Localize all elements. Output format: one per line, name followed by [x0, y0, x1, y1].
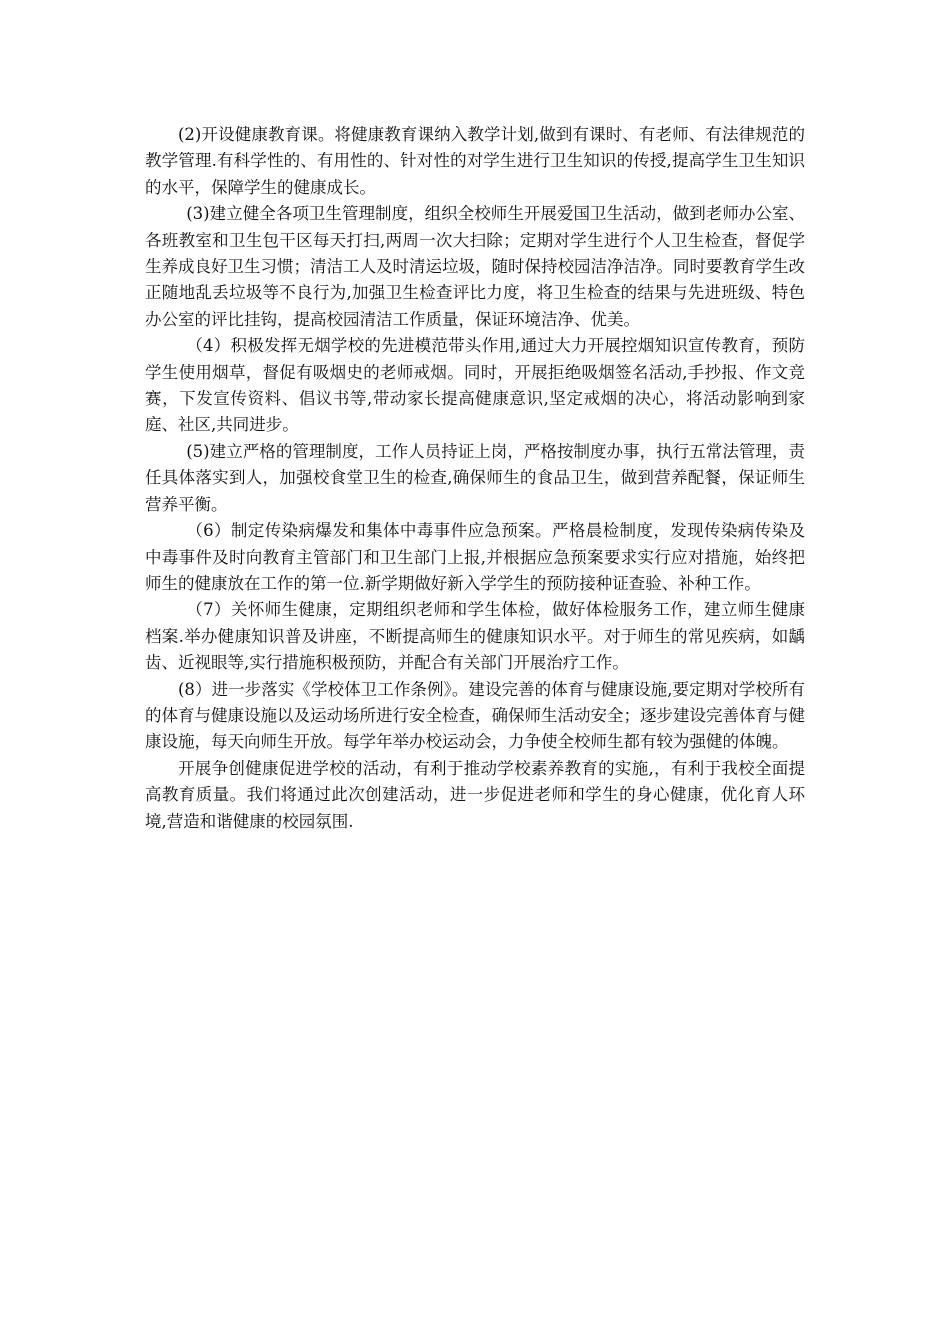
- paragraph-health-checkup: （7）关怀师生健康，定期组织老师和学生体检，做好体检服务工作，建立师生健康档案.举办健康知识普及讲座，不断提高师生的健康知识水平。对于师生的常见疾病，如龋齿、近视眼等,实行措施积极预防，并配合有关部门开展治疗工作。: [145, 600, 805, 673]
- paragraph-smoke-free-school: （4）积极发挥无烟学校的先进模范带头作用,通过大力开展控烟知识宣传教育，预防学生使用烟草，督促有吸烟史的老师戒烟。同时，开展拒绝吸烟签名活动,手抄报、作文竞赛，下发宣传资料、倡议书等,带动家长提高健康意识,坚定戒烟的决心，将活动影响到家庭、社区,共同进步。: [145, 336, 805, 435]
- paragraph-sports-facilities: (8）进一步落实《学校体卫工作条例》。建设完善的体育与健康设施,要定期对学校所有的体育与健康设施以及运动场所进行安全检查，确保师生活动安全；逐步建设完善体育与健康设施，每天向师生开放。每学年举办校运动会，力争使全校师生都有较为强健的体魄。: [145, 679, 805, 752]
- paragraph-canteen-management: (5)建立严格的管理制度，工作人员持证上岗，严格按制度办事，执行五常法管理，责任具体落实到人，加强校食堂卫生的检查,确保师生的食品卫生，做到营养配餐，保证师生营养平衡。: [145, 441, 805, 514]
- document-body: [145, 122, 805, 835]
- paragraph-conclusion: 开展争创健康促进学校的活动，有利于推动学校素养教育的实施,，有利于我校全面提高教育质量。我们将通过此次创建活动，进一步促进老师和学生的身心健康，优化育人环境,营造和谐健康的校园氛围.: [145, 758, 805, 831]
- paragraph-epidemic-plan: （6）制定传染病爆发和集体中毒事件应急预案。严格晨检制度，发现传染病传染及中毒事件及时向教育主管部门和卫生部门上报,并根据应急预案要求实行应对措施，始终把师生的健康放在工作的第一位.新学期做好新入学学生的预防接种证查验、补种工作。: [145, 521, 805, 593]
- paragraph-hygiene-management: (3)建立健全各项卫生管理制度，组织全校师生开展爱国卫生活动，做到老师办公室、各班教室和卫生包干区每天打扫,两周一次大扫除；定期对学生进行个人卫生检查，督促学生养成良好卫生习惯；清洁工人及时清运垃圾，随时保持校园洁净洁净。同时要教育学生改正随地乱丢垃圾等不良行为,加强卫生检查评比力度，将卫生检查的结果与先进班级、特色办公室的评比挂钩，提高校园清洁工作质量，保证环境洁净、优美。: [145, 204, 805, 329]
- paragraph-health-education-class: (2)开设健康教育课。将健康教育课纳入教学计划,做到有课时、有老师、有法律规范的教学管理.有科学性的、有用性的、针对性的对学生进行卫生知识的传授,提高学生卫生知识的水平，保障学生的健康成长。: [145, 125, 805, 197]
